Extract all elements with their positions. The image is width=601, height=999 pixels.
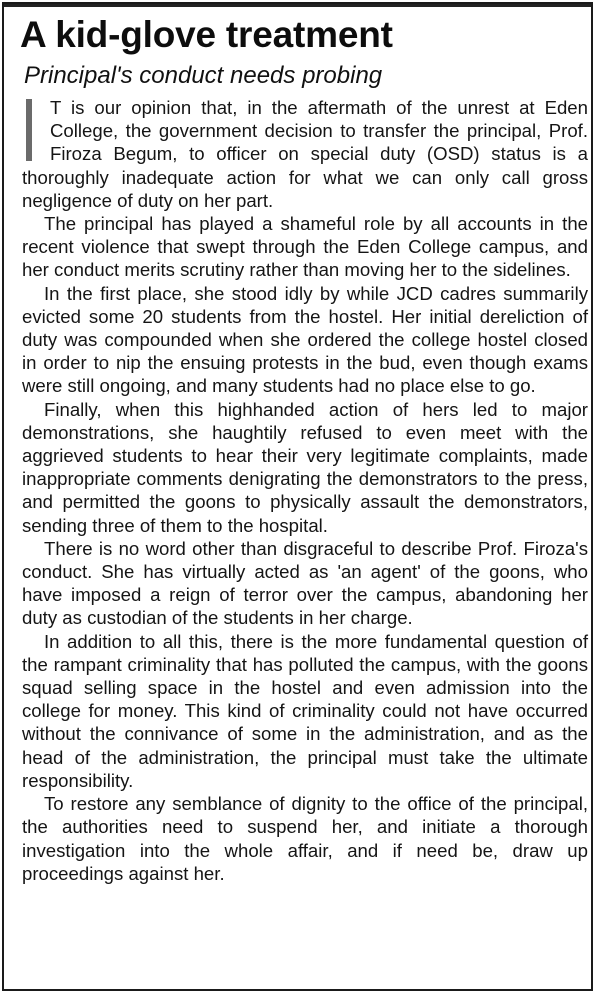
article-body xyxy=(22,96,588,885)
paragraph-5: There is no word other than disgraceful to describe Prof. Firoza's conduct. She has virtually acted as 'an agent' of the goons, who have imposed a reign of terror over the campus, abandoning her duty as custodian of the students in her charge. xyxy=(22,537,588,629)
paragraph-3: In the first place, she stood idly by while JCD cadres summarily evicted some 20 students from the hostel. Her initial dereliction of duty was compounded when she ordered the college hostel closed in order to nip the ensuing protests in the bud, even though exams were still ongoing, and many students had no place else to go. xyxy=(22,282,588,397)
subheadline: Principal's conduct needs probing xyxy=(24,62,383,89)
paragraph-4: Finally, when this highhanded action of hers led to major demonstrations, she haughtily refused to even meet with the aggrieved students to hear their very legitimate complaints, made inappropriate comments denigrating the demonstrators to the press, and permitted the goons to physically assault the demonstrators, sending three of them to the hospital. xyxy=(22,398,588,536)
drop-cap-bar xyxy=(26,99,32,161)
paragraph-7: To restore any semblance of dignity to the office of the principal, the authorities need to suspend her, and initiate a thorough investigation into the whole affair, and if need be, draw up proceedings against her. xyxy=(22,793,588,884)
paragraph-2: The principal has played a shameful role by all accounts in the recent violence that swept through the Eden College campus, and her conduct merits scrutiny rather than moving her to the sidelines. xyxy=(22,213,588,281)
headline: A kid-glove treatment xyxy=(20,14,393,55)
paragraph-6: In addition to all this, there is the more fundamental question of the rampant criminality that has polluted the campus, with the goons squad selling space in the hostel and even admission into the college for money. This kind of criminality could not have occurred without the connivance of some in the administration, and as the head of the administration, the principal must take the ultimate responsibility. xyxy=(22,630,588,791)
editorial-article xyxy=(2,2,593,991)
top-rule xyxy=(4,4,591,7)
paragraph-1: T is our opinion that, in the aftermath of the unrest at Eden College, the government decision to transfer the principal, Prof. Firoza Begum, to officer on special duty (OSD) status is a thoroughly inadequate action for what we can only call gross negligence of duty on her part. xyxy=(22,97,588,211)
